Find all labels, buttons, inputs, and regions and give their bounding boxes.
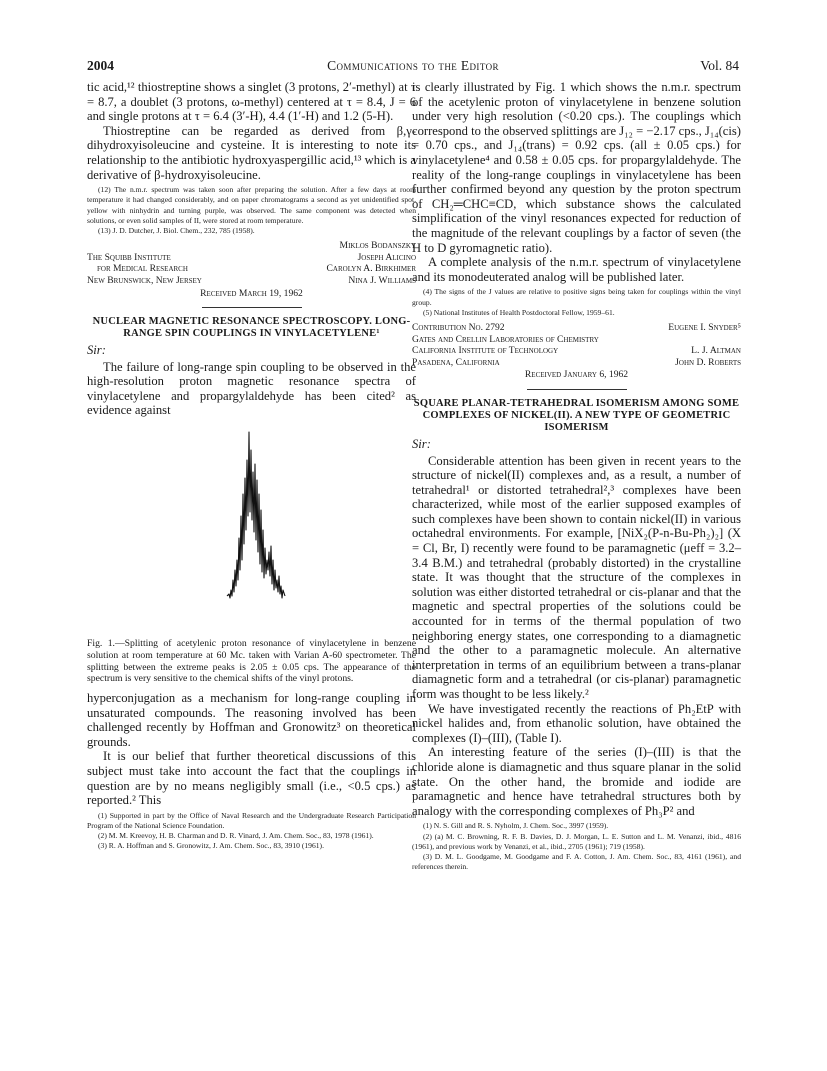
institution-line: The Squibb Institute	[87, 251, 171, 263]
footnote: (3) D. M. L. Goodgame, M. Goodgame and F. A. Cotton, J. Am. Chem. Soc., 83, 4161 (1961), and references therein.	[412, 851, 741, 872]
institution-line: for Medical Research	[97, 263, 188, 275]
footnote: (3) R. A. Hoffman and S. Gronowitz, J. Am. Chem. Soc., 83, 3910 (1961).	[98, 841, 324, 851]
salutation: Sir:	[87, 342, 106, 357]
paragraph: Considerable attention has been given in recent years to the structure of nickel(II) complexes and, as a result, a number of tetrahedral¹ or distorted tetrahedral²,³ complexes have been characterized, while most of the earlier supposed examples of such complexes have been shown to contain nickel(II) in various octahedral environments. For example, [NiX₂(P-n-Bu-Ph₂)₂] (X = Cl, Br, I) recently were found to be paramagnetic (μeff = 3.2–3.4 B.M.) and tetrahedral (probably distorted) in the crystalline state. It was thought that the structure of the complexes in solution was either distorted tetrahedral or cis-planar and that the magnetic and spectral properties of the solutions could be accounted for in terms of the thermal population of two neighboring energy states, one corresponding to a diamagnetic and the other to a paramagnetic molecule. An alternative interpretation in terms of an equilibrium between a trans-planar diamagnetic form and a tetrahedral (or cis-planar) paramagnetic form was thought to be less likely.²	[412, 453, 741, 701]
paragraph: A complete analysis of the n.m.r. spectrum of vinylacetylene and its monodeuterated analog will be published later.	[412, 255, 741, 284]
volume-label: Vol. 84	[700, 58, 739, 73]
left-column	[87, 80, 416, 852]
nmr-spectrum-figure	[87, 420, 416, 636]
running-head	[87, 58, 739, 76]
author-signature	[412, 322, 741, 381]
footnote: (2) (a) M. C. Browning, R. F. B. Davies, D. J. Morgan, L. E. Sutton and L. M. Venanzi, ibid., 4816 (1961), and previous work by Venanzi, et al., ibid., 2705 (1961); 719 (1958).	[412, 831, 741, 851]
author-name: Miklos Bodanszky	[339, 240, 416, 252]
article-title: NUCLEAR MAGNETIC RESONANCE SPECTROSCOPY. LONG-RANGE SPIN COUPLINGS IN VINYLACETYLENE¹	[92, 316, 411, 340]
author-name: L. J. Altman	[691, 345, 741, 357]
received-date: Received January 6, 1962	[524, 369, 629, 381]
page-number: 2004	[87, 58, 114, 73]
paragraph: It is our belief that further theoretical discussions of this subject must take into account the fact that the couplings in question are by no means negligibly small (i.e., <0.5 cps.) as reported.² This	[87, 749, 416, 808]
section-divider	[202, 307, 302, 308]
footnote: (1) N. S. Gill and R. S. Nyholm, J. Chem. Soc., 3997 (1959).	[423, 821, 609, 831]
salutation: Sir:	[412, 436, 431, 451]
footnote: (4) The signs of the J values are relative to positive signs being taken for couplings within the vinyl group.	[412, 287, 741, 307]
contribution-number: Contribution No. 2792	[412, 321, 505, 333]
footnote: (2) M. M. Kreevoy, H. B. Charman and D. R. Vinard, J. Am. Chem. Soc., 83, 1978 (1961).	[98, 831, 374, 841]
institution-line: New Brunswick, New Jersey	[87, 274, 202, 286]
author-name: Nina J. Williams	[348, 274, 416, 286]
paragraph: tic acid,¹² thiostreptine shows a singlet (3 protons, 2′-methyl) at τ = 8.7, a doublet (3 protons, ω-methyl) centered at τ = 8.4, J = 6 and single protons at τ = 6.4 (3′-H), 4.4 (1′-H) and 1.2 (5-H).	[87, 80, 416, 124]
institution-line: Gates and Crellin Laboratories of Chemistry	[412, 333, 599, 345]
footnote: (1) Supported in part by the Office of Naval Research and the Undergraduate Research Participation Program of the National Science Foundation.	[87, 810, 416, 831]
paragraph: The failure of long-range spin coupling to be observed in the high-resolution proton magnetic resonance spectra of vinylacetylene and propargylaldehyde has been cited² as evidence against	[87, 359, 416, 418]
paragraph: is clearly illustrated by Fig. 1 which shows the n.m.r. spectrum of the acetylenic proton of vinylacetylene in benzene solution under very high resolution (<0.20 cps.). The couplings which correspond to the observed splittings are J₁₂ = −2.17 cps., J₁₄(cis) = 0.70 cps., and J₁₄(trans) = 0.92 cps. (all ± 0.05 cps.) for vinylacetylene⁴ and 0.58 ± 0.05 cps. for propargylaldehyde. The reality of the long-range couplings in vinylacetylene has been further confirmed beyond any question by the proton spectrum of CH₂═CHC≡CD, which substance shows the calculated simplification of the vinyl resonances expected for reduction of the magnitude of the relevant couplings by a factor of seven (the H to D gyromagnetic ratio).	[412, 80, 741, 255]
author-name: John D. Roberts	[675, 356, 741, 368]
paragraph: Thiostreptine can be regarded as derived from β,γ-dihydroxyisoleucine and cysteine. It is interesting to note its relationship to the antibiotic hydroxyaspergillic acid,¹³ which is a derivative of β-hydroxyisoleucine.	[87, 123, 416, 182]
author-signature	[87, 240, 416, 299]
author-name: Joseph Alicino	[357, 251, 416, 263]
article-title: SQUARE PLANAR-TETRAHEDRAL ISOMERISM AMONG SOME COMPLEXES OF NICKEL(II). A NEW TYPE OF GEOMETRIC ISOMERISM	[413, 397, 740, 434]
figure-caption: Fig. 1.—Splitting of acetylenic proton resonance of vinylacetylene in benzene solution at room temperature at 60 Mc. taken with Varian A-60 spectrometer. The splitting between the extreme peaks is 2.05 ± 0.05 cps. The appearance of the spectrum is very sensitive to the chemical shifts of the vinyl protons.	[87, 637, 416, 685]
footnote: (13) J. D. Dutcher, J. Biol. Chem., 232, 785 (1958).	[98, 225, 255, 235]
nmr-spectrum-trace	[87, 420, 416, 636]
author-name: Carolyn A. Birkhimer	[326, 263, 416, 275]
section-divider	[527, 389, 627, 390]
footnote: (5) National Institutes of Health Postdoctoral Fellow, 1959–61.	[423, 307, 615, 317]
received-date: Received March 19, 1962	[200, 287, 303, 299]
journal-section-title: Communications to the Editor	[327, 58, 499, 73]
paragraph: hyperconjugation as a mechanism for long-range coupling in unsaturated compounds. The reasoning involved has been challenged recently by Hoffman and Gronowitz³ on theoretical grounds.	[87, 691, 416, 749]
institution-line: Pasadena, California	[412, 356, 500, 368]
paragraph: We have investigated recently the reactions of Ph₂EtP with nickel halides and, from ethanolic solution, have obtained the complexes (I)–(III), (Table I).	[412, 701, 741, 745]
right-column	[412, 80, 741, 872]
author-name: Eugene I. Snyder⁵	[668, 321, 741, 333]
institution-line: California Institute of Technology	[412, 345, 559, 357]
footnote: (12) The n.m.r. spectrum was taken soon after preparing the solution. After a few days at room temperature it had changed considerably, and on paper chromatograms a second as yet unidentified spot, yellow with ninhydrin and turning purple, was observed. The same component was detected when solutions, or even solid samples of II, were stored at room temperature.	[87, 185, 416, 225]
paragraph: An interesting feature of the series (I)–(III) is that the chloride alone is diamagnetic and thus square planar in the solid state. On the other hand, the bromide and iodide are paramagnetic and hence have tetrahedral structures both by analogy with the corresponding complexes of Ph₃P² and	[412, 745, 741, 818]
